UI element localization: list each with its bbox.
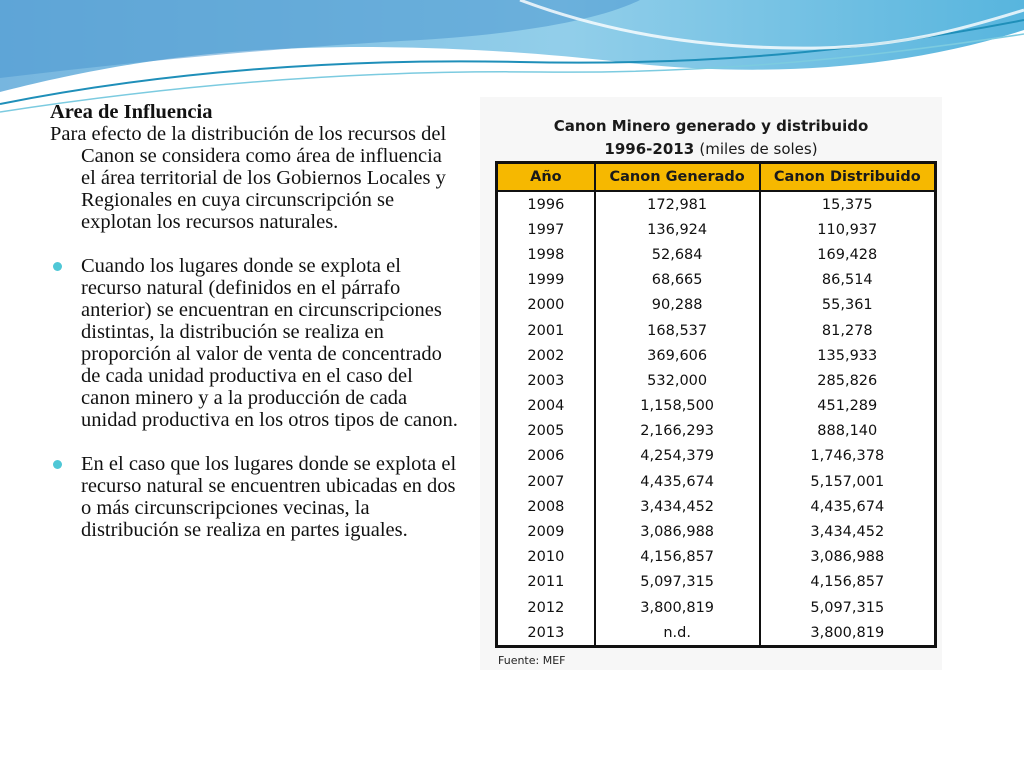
table-row (497, 191, 936, 217)
year-cell: 2005 (497, 419, 595, 444)
canon-table (495, 161, 937, 648)
table-source: Fuente: MEF (498, 654, 566, 667)
generated-cell: 4,156,857 (595, 545, 760, 570)
generated-cell: 1,158,500 (595, 394, 760, 419)
year-cell: 2003 (497, 368, 595, 393)
bullet-dot-icon (53, 262, 62, 271)
year-cell: 2008 (497, 494, 595, 519)
distributed-cell: 3,800,819 (760, 620, 936, 647)
table-row (497, 242, 936, 267)
bullet-text: Cuando los lugares donde se explota el recurso natural (definidos en el párrafo anterior) se encuentran en circunscripciones distintas, la distribución se realiza en proporción al valor de venta de concentrado de cada unidad productiva en el caso del canon minero y a la producción de cada unidad productiva en los otros tipos de canon. (81, 255, 458, 431)
table-title: Canon Minero generado y distribuido (553, 117, 869, 135)
year-cell: 2000 (497, 293, 595, 318)
column-header-distributed: Canon Distribuido (760, 163, 936, 192)
distributed-cell: 169,428 (760, 242, 936, 267)
distributed-cell: 3,434,452 (760, 519, 936, 544)
generated-cell: 4,435,674 (595, 469, 760, 494)
year-cell: 2001 (497, 318, 595, 343)
bullet-dot-icon (53, 460, 62, 469)
generated-cell: 369,606 (595, 343, 760, 368)
generated-cell: 2,166,293 (595, 419, 760, 444)
table-unit: (miles de soles) (699, 140, 818, 158)
generated-cell: 52,684 (595, 242, 760, 267)
generated-cell: 68,665 (595, 268, 760, 293)
distributed-cell: 1,746,378 (760, 444, 936, 469)
column-header-generated: Canon Generado (595, 163, 760, 192)
generated-cell: 172,981 (595, 191, 760, 217)
year-cell: 2012 (497, 595, 595, 620)
table-row (497, 293, 936, 318)
bullet-item (50, 255, 460, 431)
generated-cell: 3,800,819 (595, 595, 760, 620)
section-heading: Area de Influencia (50, 101, 213, 123)
generated-cell: 4,254,379 (595, 444, 760, 469)
year-cell: 1997 (497, 217, 595, 242)
table-row (497, 368, 936, 393)
table-row (497, 318, 936, 343)
generated-cell: 168,537 (595, 318, 760, 343)
generated-cell: n.d. (595, 620, 760, 647)
generated-cell: 3,434,452 (595, 494, 760, 519)
generated-cell: 136,924 (595, 217, 760, 242)
year-cell: 2007 (497, 469, 595, 494)
year-cell: 2006 (497, 444, 595, 469)
year-cell: 1999 (497, 268, 595, 293)
table-row (497, 595, 936, 620)
distributed-cell: 15,375 (760, 191, 936, 217)
table-subtitle (480, 140, 942, 158)
distributed-cell: 3,086,988 (760, 545, 936, 570)
table-row (497, 343, 936, 368)
generated-cell: 532,000 (595, 368, 760, 393)
bullet-text: En el caso que los lugares donde se explota el recurso natural se encuentren ubicadas en dos o más circunscripciones vecinas, la distribución se realiza en partes iguales. (81, 453, 457, 541)
table-row (497, 419, 936, 444)
table-row (497, 444, 936, 469)
distributed-cell: 5,097,315 (760, 595, 936, 620)
year-cell: 2002 (497, 343, 595, 368)
table-row (497, 519, 936, 544)
year-cell: 2009 (497, 519, 595, 544)
table-row (497, 217, 936, 242)
distributed-cell: 285,826 (760, 368, 936, 393)
table-row (497, 570, 936, 595)
distributed-cell: 55,361 (760, 293, 936, 318)
distributed-cell: 5,157,001 (760, 469, 936, 494)
table-row (497, 620, 936, 647)
generated-cell: 3,086,988 (595, 519, 760, 544)
year-cell: 2004 (497, 394, 595, 419)
canon-table-panel (480, 97, 942, 670)
table-header-row (497, 163, 936, 192)
column-header-year: Año (497, 163, 595, 192)
distributed-cell: 135,933 (760, 343, 936, 368)
year-cell: 1998 (497, 242, 595, 267)
table-years: 1996-2013 (604, 140, 695, 158)
table-row (497, 394, 936, 419)
table-row (497, 469, 936, 494)
table-row (497, 545, 936, 570)
year-cell: 2011 (497, 570, 595, 595)
distributed-cell: 86,514 (760, 268, 936, 293)
year-cell: 1996 (497, 191, 595, 217)
distributed-cell: 4,156,857 (760, 570, 936, 595)
table-row (497, 494, 936, 519)
year-cell: 2010 (497, 545, 595, 570)
table-row (497, 268, 936, 293)
year-cell: 2013 (497, 620, 595, 647)
generated-cell: 90,288 (595, 293, 760, 318)
bullet-item (50, 453, 460, 541)
distributed-cell: 110,937 (760, 217, 936, 242)
generated-cell: 5,097,315 (595, 570, 760, 595)
distributed-cell: 888,140 (760, 419, 936, 444)
intro-paragraph: Para efecto de la distribución de los recursos del Canon se considera como área de influencia el área territorial de los Gobiernos Locales y Regionales en cuya circunscripción se explotan los recursos naturales. (50, 123, 447, 233)
distributed-cell: 81,278 (760, 318, 936, 343)
distributed-cell: 4,435,674 (760, 494, 936, 519)
text-column (50, 101, 460, 541)
distributed-cell: 451,289 (760, 394, 936, 419)
